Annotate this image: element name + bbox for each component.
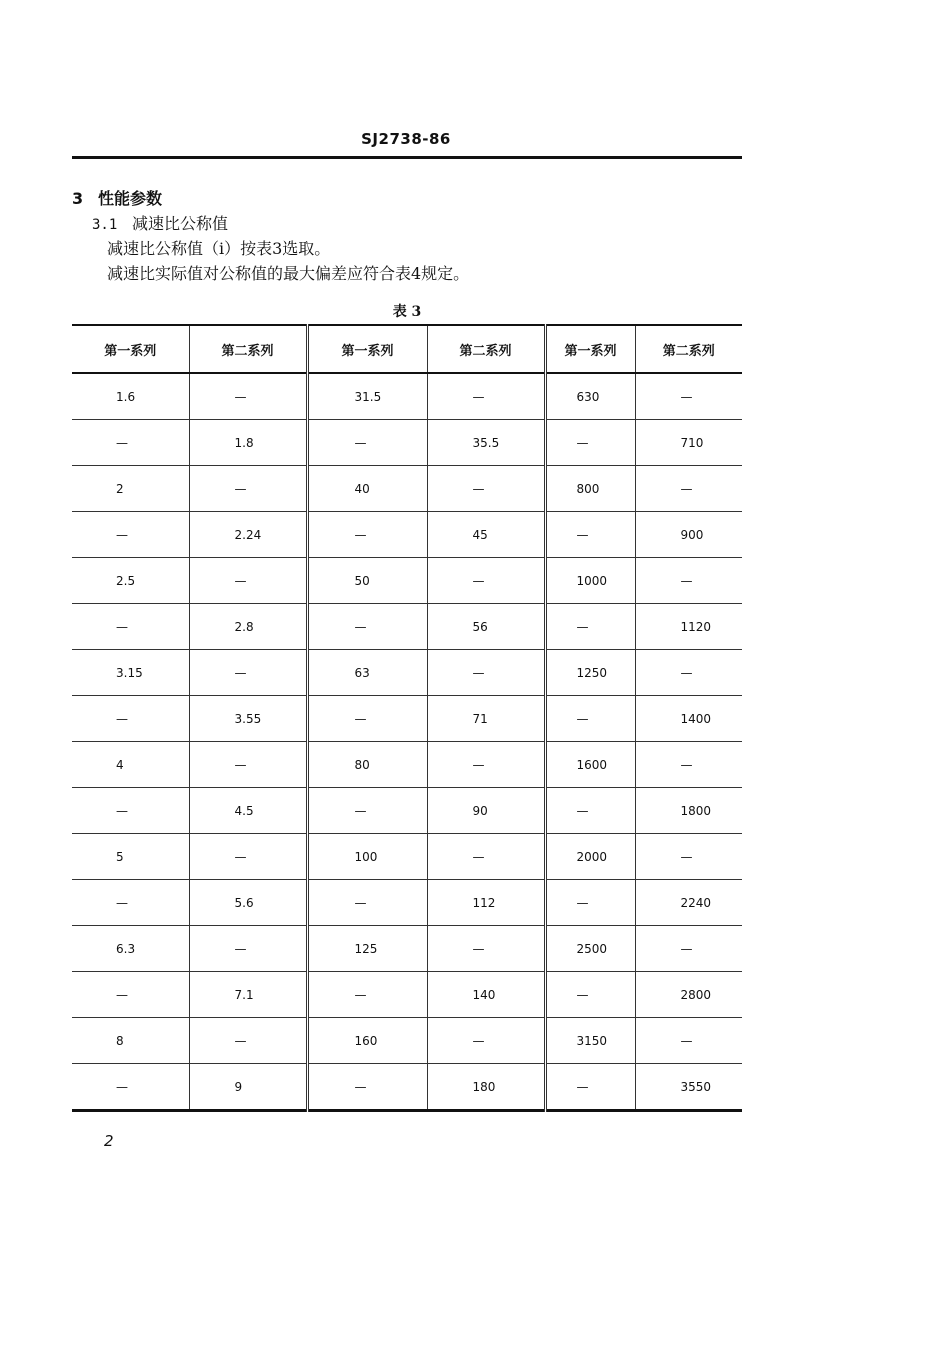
section-number: 3 [72, 189, 84, 208]
table-cell: 710 [635, 420, 742, 466]
table-caption: 表 3 [392, 304, 422, 320]
table-cell: — [545, 420, 635, 466]
table-cell: — [427, 742, 545, 788]
table-cell: — [427, 373, 545, 420]
table-cell: — [635, 834, 742, 880]
subsection-number: 3.1 [92, 217, 118, 233]
table-cell: — [72, 512, 189, 558]
table-cell: — [307, 1064, 427, 1111]
table-cell: 6.3 [72, 926, 189, 972]
table-cell: — [545, 1064, 635, 1111]
table-cell: — [72, 880, 189, 926]
section-title: 性能参数 [98, 189, 163, 208]
table-cell: 1400 [635, 696, 742, 742]
table-cell: — [307, 788, 427, 834]
column-header: 第二系列 [189, 325, 307, 373]
table-cell: 40 [307, 466, 427, 512]
table-cell: 50 [307, 558, 427, 604]
table-cell: — [427, 1018, 545, 1064]
table-cell: 1.8 [189, 420, 307, 466]
table-cell: — [545, 880, 635, 926]
table-cell: — [635, 926, 742, 972]
table-cell: 56 [427, 604, 545, 650]
table-cell: 90 [427, 788, 545, 834]
table-cell: — [72, 420, 189, 466]
table-cell: 2000 [545, 834, 635, 880]
table-row [72, 604, 742, 650]
table-cell: — [307, 880, 427, 926]
table-cell: 160 [307, 1018, 427, 1064]
table-cell: — [427, 926, 545, 972]
table-cell: — [189, 650, 307, 696]
table-row [72, 788, 742, 834]
table-cell: — [72, 604, 189, 650]
table-cell: 9 [189, 1064, 307, 1111]
table-cell: — [307, 420, 427, 466]
table-cell: — [72, 696, 189, 742]
table-row [72, 972, 742, 1018]
table-cell: — [635, 558, 742, 604]
table-cell: — [635, 742, 742, 788]
table-header-row [72, 325, 742, 373]
table-row [72, 834, 742, 880]
table-cell: 1120 [635, 604, 742, 650]
column-header: 第一系列 [72, 325, 189, 373]
ratio-table [72, 324, 742, 1112]
table-cell: — [189, 558, 307, 604]
table-cell: — [72, 1064, 189, 1111]
table-row [72, 373, 742, 420]
table-row [72, 880, 742, 926]
table-cell: — [189, 373, 307, 420]
table-row [72, 1018, 742, 1064]
table-cell: — [189, 466, 307, 512]
table-cell: — [545, 512, 635, 558]
table-cell: — [635, 650, 742, 696]
table-cell: 1000 [545, 558, 635, 604]
table-row [72, 926, 742, 972]
table-cell: — [189, 834, 307, 880]
table-cell: 1800 [635, 788, 742, 834]
column-header: 第二系列 [635, 325, 742, 373]
table-cell: 100 [307, 834, 427, 880]
table-cell: 3550 [635, 1064, 742, 1111]
table-cell: 125 [307, 926, 427, 972]
table-cell: — [307, 604, 427, 650]
column-header: 第二系列 [427, 325, 545, 373]
table-cell: 8 [72, 1018, 189, 1064]
table-cell: 2.8 [189, 604, 307, 650]
table-row [72, 1064, 742, 1111]
table-cell: — [307, 512, 427, 558]
table-cell: 3150 [545, 1018, 635, 1064]
section-heading [72, 186, 162, 209]
table-row [72, 650, 742, 696]
subsection-heading [92, 211, 228, 234]
table-cell: — [189, 742, 307, 788]
table-cell: — [545, 788, 635, 834]
table-cell: — [307, 696, 427, 742]
table-cell: — [189, 1018, 307, 1064]
paragraph-selection-rule: 减速比公称值（i）按表3选取。 [107, 239, 331, 258]
table-cell: 35.5 [427, 420, 545, 466]
table-cell: — [307, 972, 427, 1018]
table-cell: — [635, 466, 742, 512]
table-cell: 4.5 [189, 788, 307, 834]
table-cell: — [635, 1018, 742, 1064]
table-cell: 1250 [545, 650, 635, 696]
table-cell: — [427, 650, 545, 696]
table-cell: 4 [72, 742, 189, 788]
table-cell: 180 [427, 1064, 545, 1111]
table-cell: 2800 [635, 972, 742, 1018]
table-cell: — [635, 373, 742, 420]
paragraph-deviation-rule: 减速比实际值对公称值的最大偏差应符合表4规定。 [107, 264, 470, 283]
table-row [72, 696, 742, 742]
table-cell: 45 [427, 512, 545, 558]
table-row [72, 420, 742, 466]
table-cell: 630 [545, 373, 635, 420]
table-cell: — [545, 604, 635, 650]
header-rule [72, 156, 742, 159]
table-cell: — [427, 834, 545, 880]
table-cell: — [72, 972, 189, 1018]
table-cell: 140 [427, 972, 545, 1018]
table-cell: 71 [427, 696, 545, 742]
page-number: 2 [104, 1132, 114, 1150]
table-row [72, 742, 742, 788]
document-code: SJ2738-86 [361, 130, 451, 148]
table-cell: 5.6 [189, 880, 307, 926]
table-cell: — [189, 926, 307, 972]
table-cell: 5 [72, 834, 189, 880]
column-header: 第一系列 [307, 325, 427, 373]
table-cell: 900 [635, 512, 742, 558]
table-cell: 1600 [545, 742, 635, 788]
table-row [72, 512, 742, 558]
subsection-title: 减速比公称值 [132, 214, 229, 233]
table-cell: 7.1 [189, 972, 307, 1018]
table-cell: 1.6 [72, 373, 189, 420]
table-cell: 2500 [545, 926, 635, 972]
table-cell: 2240 [635, 880, 742, 926]
table-cell: 2.24 [189, 512, 307, 558]
table-cell: 31.5 [307, 373, 427, 420]
column-header: 第一系列 [545, 325, 635, 373]
table-cell: 63 [307, 650, 427, 696]
table-cell: 3.55 [189, 696, 307, 742]
table-cell: — [72, 788, 189, 834]
table-cell: — [545, 696, 635, 742]
table-cell: 112 [427, 880, 545, 926]
table-cell: — [427, 466, 545, 512]
table-cell: 2 [72, 466, 189, 512]
table-cell: 3.15 [72, 650, 189, 696]
table-cell: 80 [307, 742, 427, 788]
table-cell: 800 [545, 466, 635, 512]
table-cell: — [427, 558, 545, 604]
table-cell: — [545, 972, 635, 1018]
table-row [72, 466, 742, 512]
table-cell: 2.5 [72, 558, 189, 604]
table-row [72, 558, 742, 604]
